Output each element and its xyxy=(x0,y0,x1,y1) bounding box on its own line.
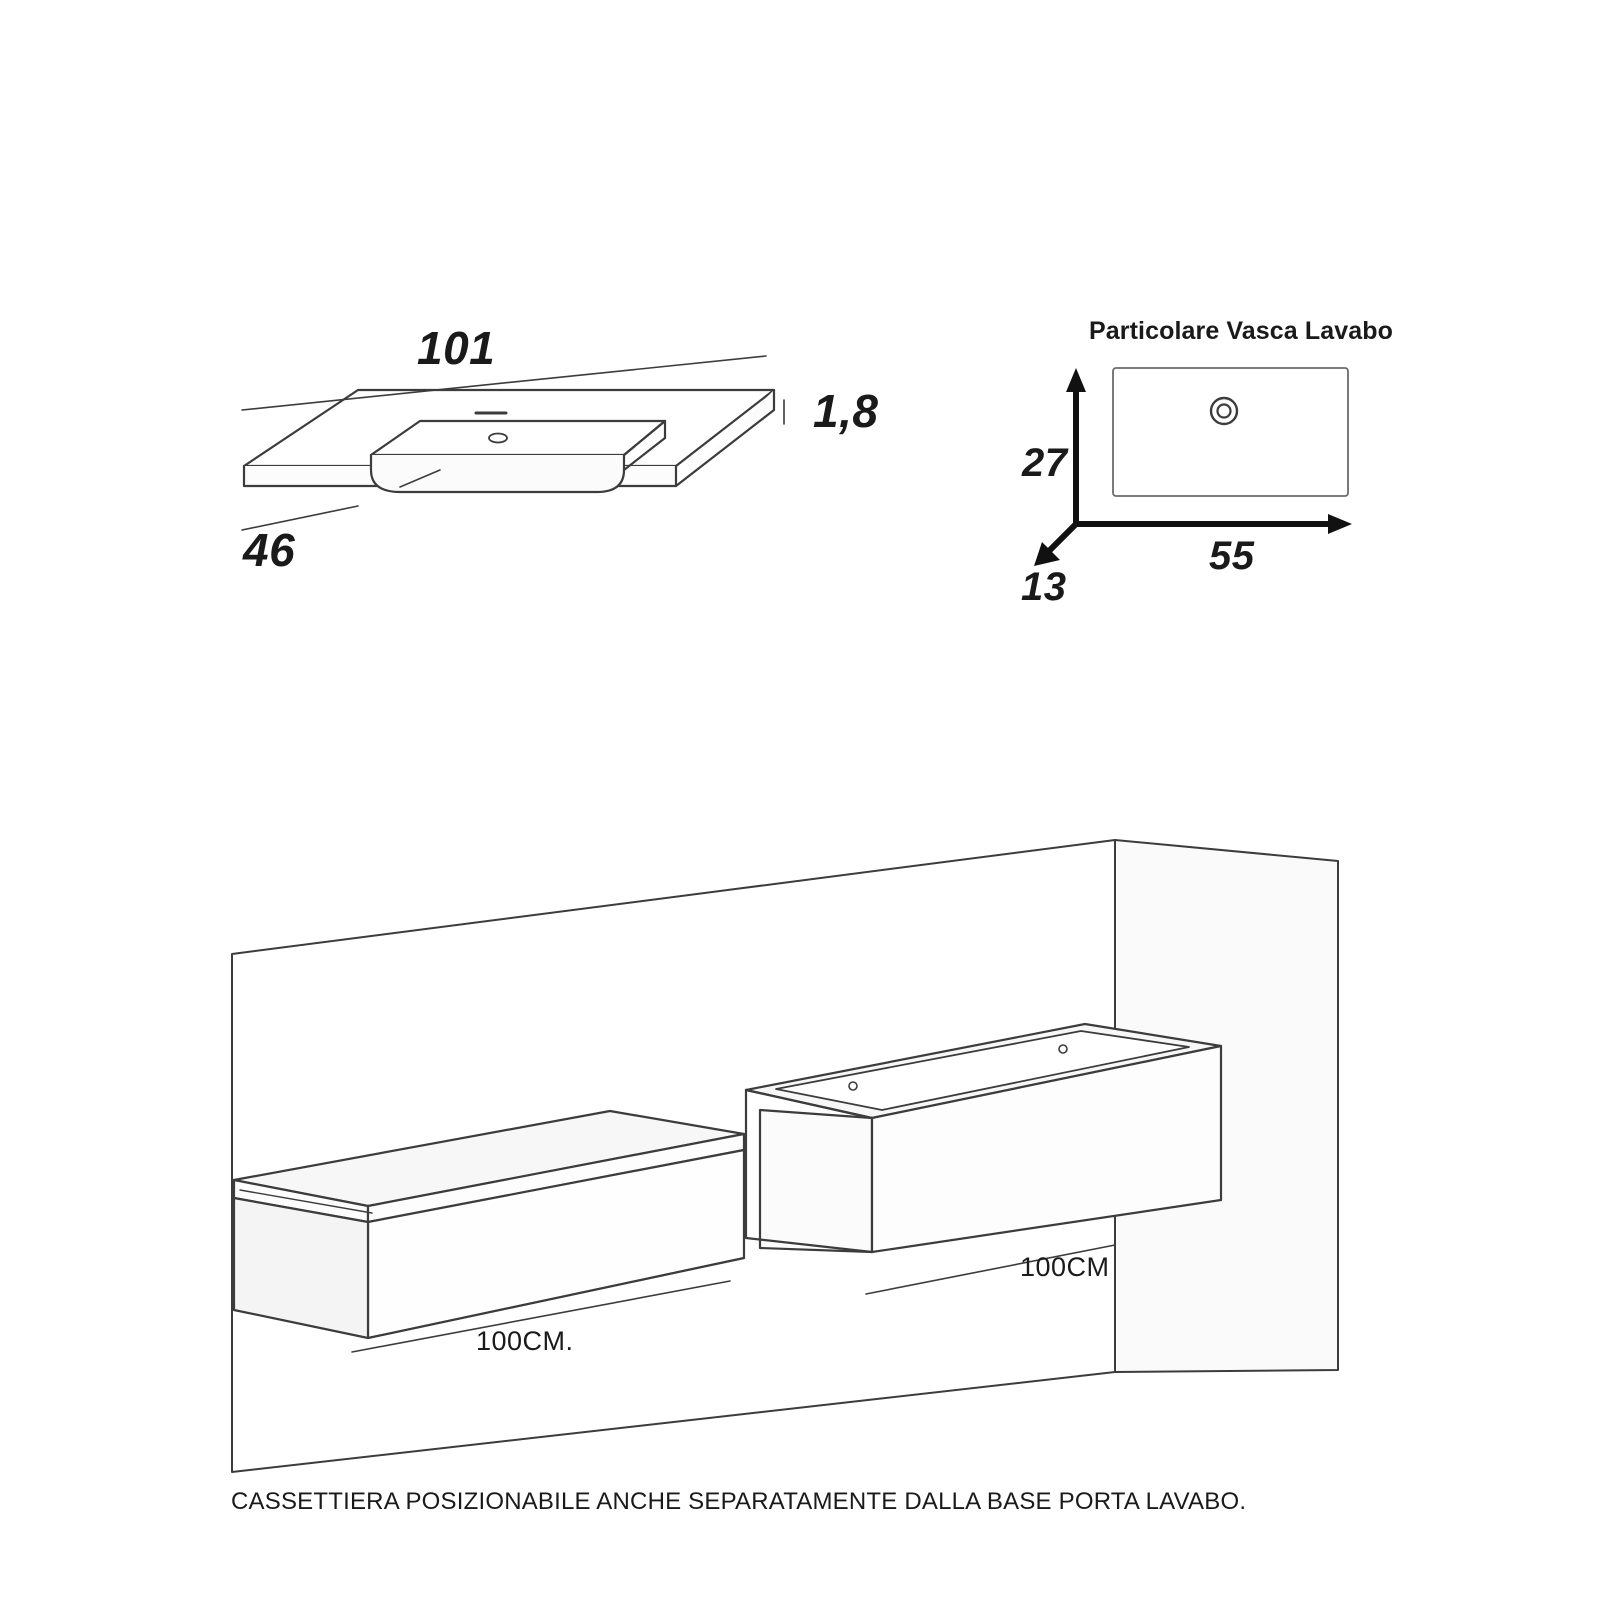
label-left-unit-100cm: 100CM. xyxy=(476,1326,574,1356)
basin-detail-drawing xyxy=(1113,368,1348,496)
label-depth-46: 46 xyxy=(243,524,296,576)
label-detail-depth-13: 13 xyxy=(1021,565,1067,609)
label-right-unit-100cm: 100CM xyxy=(1020,1252,1110,1282)
label-width-101: 101 xyxy=(417,322,496,374)
room-perspective-drawing xyxy=(232,840,1338,1472)
label-detail-height-27: 27 xyxy=(1022,441,1068,485)
label-detail-width-55: 55 xyxy=(1209,534,1255,578)
label-thickness-1-8: 1,8 xyxy=(813,385,879,437)
footnote-text: CASSETTIERA POSIZIONABILE ANCHE SEPARATAMENTE DALLA BASE PORTA LAVABO. xyxy=(231,1488,1247,1515)
basin-detail-title: Particolare Vasca Lavabo xyxy=(1089,317,1393,345)
washbasin-perspective-drawing xyxy=(242,356,784,530)
